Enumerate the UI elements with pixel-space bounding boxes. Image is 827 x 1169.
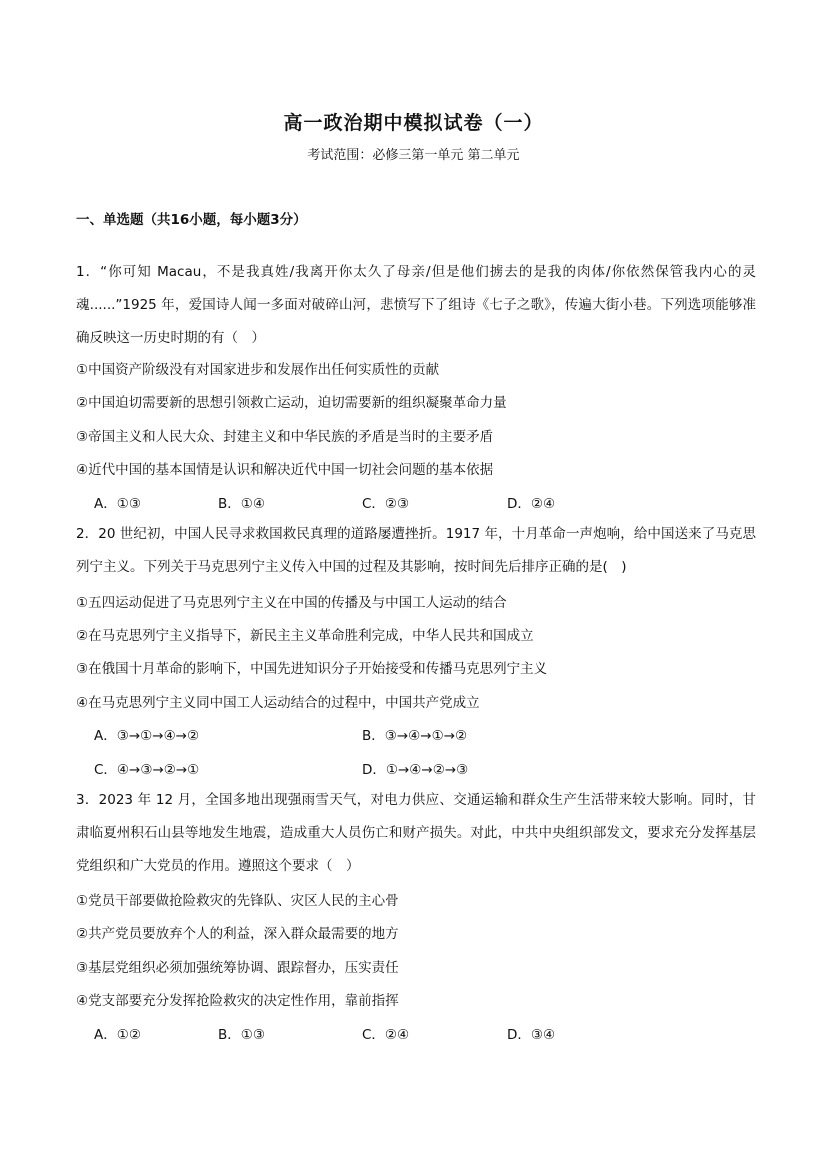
question-3-option-d: D．③④ — [507, 1027, 556, 1043]
question-2-option-a: A．③→①→④→② — [94, 728, 200, 744]
question-1-statement-1: ①中国资产阶级没有对国家进步和发展作出任何实质性的贡献 — [76, 362, 440, 378]
question-3-statement-2: ②共产党员要放弃个人的利益，深入群众最需要的地方 — [76, 926, 399, 942]
question-1-statement-3: ③帝国主义和人民大众、封建主义和中华民族的矛盾是当时的主要矛盾 — [76, 429, 494, 445]
question-2-statement-2: ②在马克思列宁主义指导下，新民主主义革命胜利完成，中华人民共和国成立 — [76, 628, 534, 644]
page-title: 高一政治期中模拟试卷（一） — [283, 112, 544, 134]
question-1-option-d: D．②④ — [507, 496, 556, 512]
question-1-option-a: A．①③ — [94, 496, 141, 512]
question-3-option-c: C．②④ — [362, 1027, 410, 1043]
question-1-option-c: C．②③ — [362, 496, 410, 512]
question-1-stem: 1．“你可知 Macau，不是我真姓/我离开你太久了母亲/但是他们掳去的是我的肉体/你依然保管我内心的灵魂......”1925 年，爱国诗人闻一多面对破碎山河，悲愤写下了组诗《七子之歌》，传遍大街小巷。下列选项能够准确反映这一历史时期的有（ ） — [76, 264, 756, 346]
question-2-option-c: C．④→③→②→① — [94, 762, 200, 778]
question-3-statement-4: ④党支部要充分发挥抢险救灾的决定性作用，靠前指挥 — [76, 993, 399, 1009]
question-2-stem: 2．20 世纪初，中国人民寻求救国救民真理的道路屡遭挫折。1917 年，十月革命一声炮响，给中国送来了马克思列宁主义。下列关于马克思列宁主义传入中国的过程及其影响，按时间先后排序正确的是( ) — [76, 526, 756, 575]
question-3-option-b: B．①③ — [218, 1027, 265, 1043]
question-2-option-b: B．③→④→①→② — [362, 728, 468, 744]
question-3-stem: 3．2023 年 12 月，全国多地出现强雨雪天气，对电力供应、交通运输和群众生产生活带来较大影响。同时，甘肃临夏州积石山县等地发生地震，造成重大人员伤亡和财产损失。对此，中共中央组织部发文，要求充分发挥基层党组织和广大党员的作用。遵照这个要求（ ） — [76, 792, 756, 874]
question-1-option-b: B．①④ — [218, 496, 265, 512]
question-2-option-d: D．①→④→②→③ — [362, 762, 469, 778]
question-2-statement-4: ④在马克思列宁主义同中国工人运动结合的过程中，中国共产党成立 — [76, 695, 480, 711]
section-heading: 一、单选题（共16小题，每小题3分） — [76, 212, 307, 228]
question-1-statement-4: ④近代中国的基本国情是认识和解决近代中国一切社会问题的基本依据 — [76, 462, 494, 478]
question-1-statement-2: ②中国迫切需要新的思想引领救亡运动，迫切需要新的组织凝聚革命力量 — [76, 395, 507, 411]
exam-scope: 考试范围：必修三第一单元 第二单元 — [307, 148, 520, 163]
question-3-option-a: A．①② — [94, 1027, 141, 1043]
question-3-statement-3: ③基层党组织必须加强统筹协调、跟踪督办，压实责任 — [76, 960, 399, 976]
question-2-statement-3: ③在俄国十月革命的影响下，中国先进知识分子开始接受和传播马克思列宁主义 — [76, 661, 548, 677]
question-2-statement-1: ①五四运动促进了马克思列宁主义在中国的传播及与中国工人运动的结合 — [76, 595, 507, 611]
question-3-statement-1: ①党员干部要做抢险救灾的先锋队、灾区人民的主心骨 — [76, 893, 399, 909]
